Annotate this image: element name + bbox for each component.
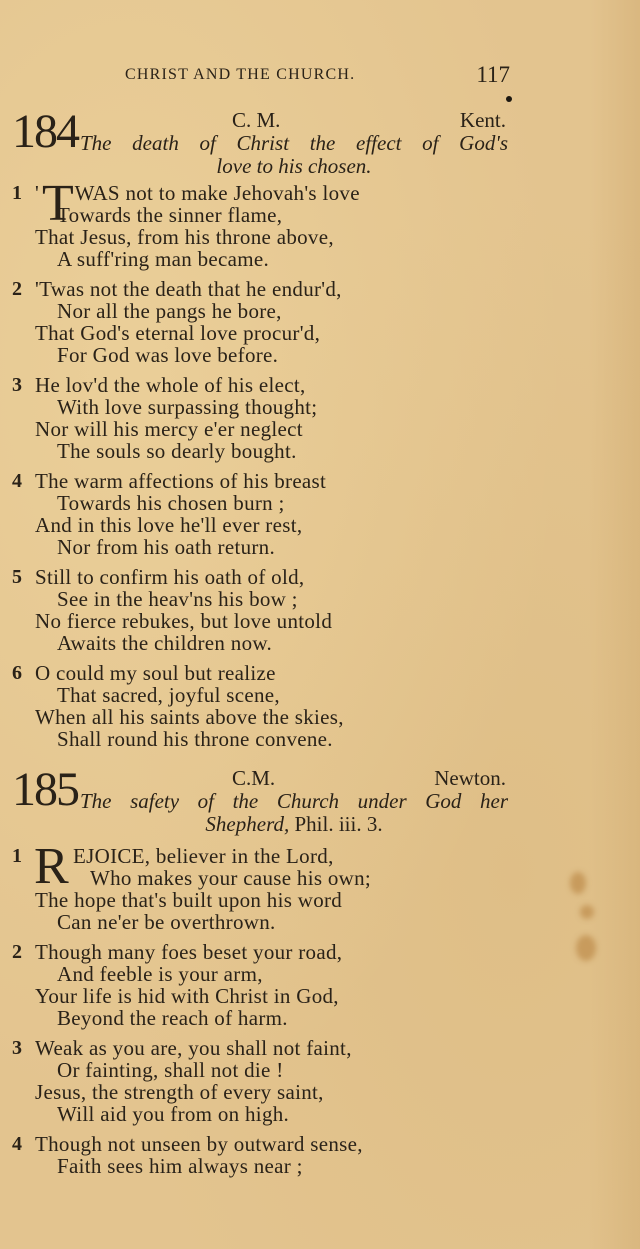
hymn-subject — [80, 132, 508, 178]
page-number: 117 — [476, 62, 510, 87]
stanza-number: 4 — [12, 1133, 22, 1155]
stanza-line: A suff'ring man became. — [57, 247, 270, 271]
stanza-line: See in the heav'ns his bow ; — [57, 587, 298, 611]
stanza — [0, 374, 640, 462]
stanza-line-text: WAS not to make Jehovah's love — [74, 181, 360, 205]
stanza-line: That sacred, joyful scene, — [57, 683, 280, 707]
stanza-number: 2 — [12, 278, 22, 300]
running-head-title: CHRIST AND THE CHURCH. — [125, 66, 356, 83]
stanza-number: 1 — [12, 845, 22, 867]
stanza — [0, 662, 640, 750]
stanza — [0, 941, 640, 1029]
stanza-line: Jesus, the strength of every saint, — [35, 1080, 324, 1104]
stanza-line: And feeble is your arm, — [57, 962, 263, 986]
stanza-line: Who makes your cause his own; — [90, 866, 372, 890]
stanza — [0, 175, 640, 271]
hymn-tune: Kent. — [459, 108, 506, 132]
hymn-subject-line1: The death of Christ the effect of God's — [80, 131, 508, 155]
stanza — [0, 278, 640, 366]
stanza-line: Towards the sinner flame, — [57, 203, 283, 227]
stanza-line: For God was love before. — [57, 343, 279, 367]
stanza-line: When all his saints above the skies, — [35, 705, 344, 729]
stanza-line: Or fainting, shall not die ! — [57, 1058, 284, 1082]
stanza-line: Still to confirm his oath of old, — [35, 565, 305, 589]
stanza-line: With love surpassing thought; — [57, 395, 318, 419]
stanza-number: 2 — [12, 941, 22, 963]
hymn-subject — [80, 790, 508, 836]
hymn-number: 185 — [12, 763, 78, 816]
scripture-reference: Phil. iii. 3. — [289, 812, 383, 836]
stanza — [0, 566, 640, 654]
stanza-line: Towards his chosen burn ; — [57, 491, 285, 515]
stanza — [0, 838, 640, 934]
stanza-number: 6 — [12, 662, 22, 684]
stanza-line: Nor from his oath return. — [57, 535, 276, 559]
stanza-line: And in this love he'll ever rest, — [35, 513, 303, 537]
stanza-line: The warm affections of his breast — [35, 469, 327, 493]
stanza-line: Your life is hid with Christ in God, — [35, 984, 339, 1008]
stanza — [0, 470, 640, 558]
stanza-number: 3 — [12, 374, 22, 396]
hymn-subject-line1: The safety of the Church under God her — [80, 789, 508, 813]
stanza-line: Nor will his mercy e'er neglect — [35, 417, 303, 441]
stanza — [0, 1037, 640, 1125]
stanza-line: Weak as you are, you shall not faint, — [35, 1036, 352, 1060]
stanza-line: The souls so dearly bought. — [57, 439, 297, 463]
stanza-line-text: EJOICE, believer in the Lord, — [73, 844, 334, 868]
hymn-number: 184 — [12, 105, 78, 158]
stanza-number: 5 — [12, 566, 22, 588]
stanza-line: Will aid you from on high. — [57, 1102, 290, 1126]
stanza-line: Faith sees him always near ; — [57, 1154, 303, 1178]
hymn-meter: C. M. — [232, 108, 281, 132]
stanza-line: The hope that's built upon his word — [35, 888, 343, 912]
hymn-184-stanzas — [0, 175, 640, 758]
hymn-tune: Newton. — [434, 766, 506, 790]
stanza-line: Though not unseen by outward sense, — [35, 1132, 363, 1156]
stanza-line: No fierce rebukes, but love untold — [35, 609, 333, 633]
stanza-line: Nor all the pangs he bore, — [57, 299, 282, 323]
stanza-line: That God's eternal love procur'd, — [35, 321, 321, 345]
hymn-185-stanzas — [0, 838, 640, 1185]
ink-dot — [506, 96, 512, 102]
stanza-number: 1 — [12, 182, 22, 204]
stanza-line: He lov'd the whole of his elect, — [35, 373, 306, 397]
stanza-line: 'Twas not the death that he endur'd, — [35, 277, 342, 301]
stanza-line: O could my soul but realize — [35, 661, 276, 685]
stanza-line: Though many foes beset your road, — [35, 940, 343, 964]
stanza-number: 3 — [12, 1037, 22, 1059]
hymn-subject-line2: love to his chosen. — [216, 154, 372, 178]
stanza-line: Can ne'er be overthrown. — [57, 910, 276, 934]
apostrophe: ' — [35, 181, 40, 205]
hymn-meter: C.M. — [232, 766, 276, 790]
stanza — [0, 1133, 640, 1177]
stanza-line: Shall round his throne convene. — [57, 727, 333, 751]
stanza-number: 4 — [12, 470, 22, 492]
drop-cap: T — [42, 175, 75, 232]
stanza-line: Awaits the children now. — [57, 631, 273, 655]
stanza-line: That Jesus, from his throne above, — [35, 225, 334, 249]
stanza-line: Beyond the reach of harm. — [57, 1006, 288, 1030]
hymn-subject-line2: Shepherd, — [205, 812, 290, 836]
drop-cap: R — [34, 838, 69, 895]
